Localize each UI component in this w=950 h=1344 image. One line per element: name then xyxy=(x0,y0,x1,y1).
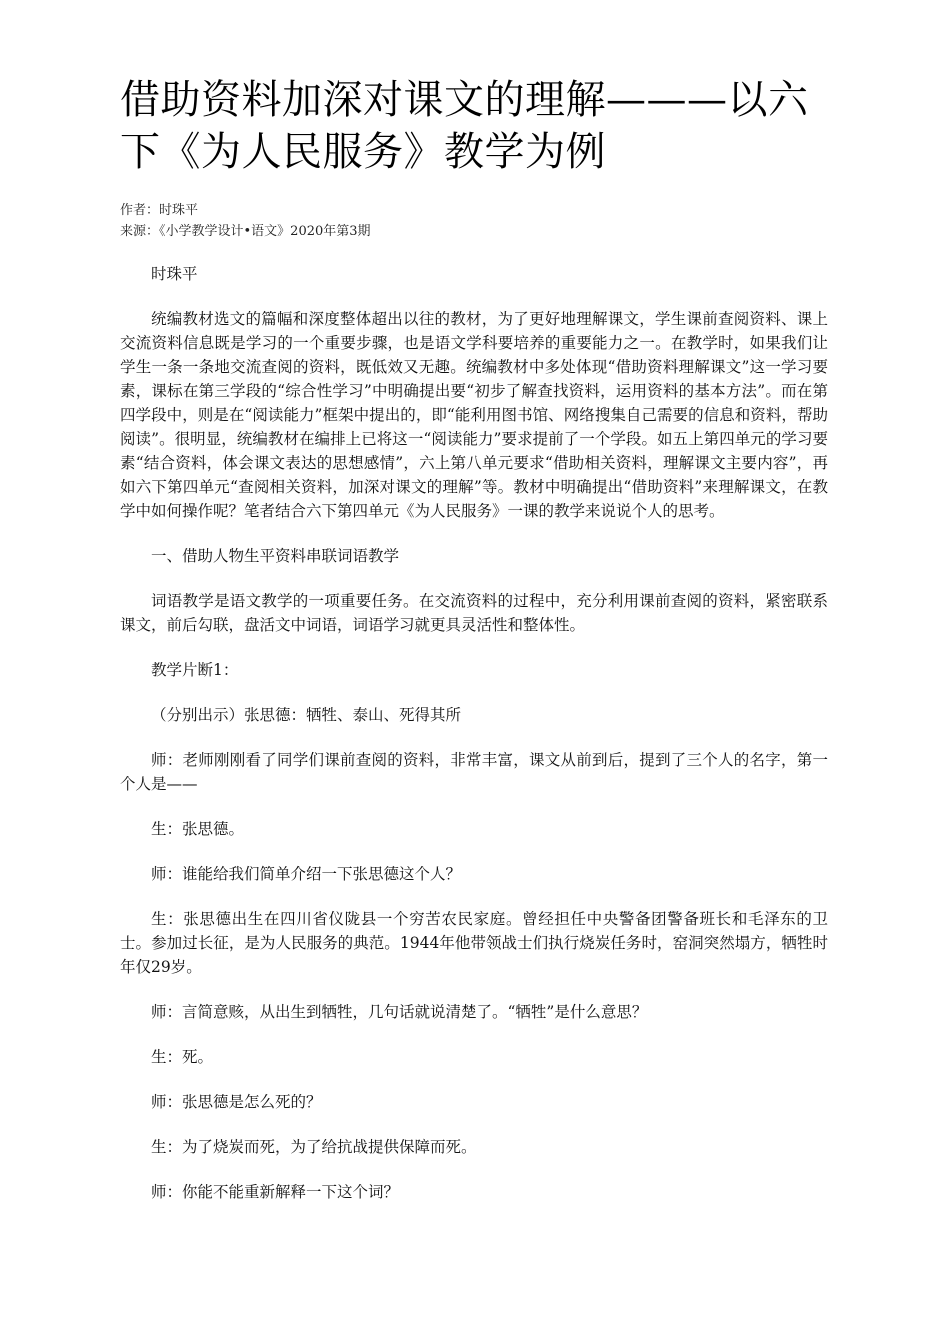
source-line: 来源：《小学教学设计•语文》2020年第3期 xyxy=(120,224,371,239)
author-name-paragraph: 时珠平 xyxy=(151,265,198,283)
intro-paragraph: 统编教材选文的篇幅和深度整体超出以往的教材，为了更好地理解课文，学生课前查阅资料、课上交流资料信息既是学习的一个重要步骤，也是语文学科要培养的重要能力之一。在教学时，如果我们让学生一条一条地交流查阅的资料，既低效又无趣。统编教材中多处体现“借助资料理解课文”这一学习要素，课标在第三学段的“综合性学习”中明确提出要“初步了解查找资料，运用资料的基本方法”。而在第四学段中，则是在“阅读能力”框架中提出的，即“能利用图书馆、网络搜集自己需要的信息和资料，帮助阅读”。很明显，统编教材在编排上已将这一“阅读能力”要求提前了一个学段。如五上第四单元的学习要素“结合资料，体会课文表达的思想感情”，六上第八单元要求“借助相关资料，理解课文主要内容”，再如六下第四单元“查阅相关资料，加深对课文的理解”等。教材中明确提出“借助资料”来理解课文，在教学中如何操作呢？笔者结合六下第四单元《为人民服务》一课的教学来说说个人的思考。 xyxy=(120,310,828,520)
dialogue-line: 生：为了烧炭而死，为了给抗战提供保障而死。 xyxy=(151,1138,477,1156)
dialogue-line: 生：张思德。 xyxy=(151,820,245,838)
dialogue-line: 师：老师刚刚看了同学们课前查阅的资料，非常丰富，课文从前到后，提到了三个人的名字，第一个人是—— xyxy=(120,751,828,793)
dialogue-line: 师：张思德是怎么死的？ xyxy=(151,1093,322,1111)
article-meta xyxy=(120,200,371,242)
author-line: 作者：时珠平 xyxy=(120,203,199,218)
excerpt-label: 教学片断1： xyxy=(151,661,239,679)
dialogue-line: 师：你能不能重新解释一下这个词？ xyxy=(151,1183,400,1201)
excerpt-prompt: （分别出示）张思德：牺牲、泰山、死得其所 xyxy=(151,706,462,724)
dialogue-line: 生：死。 xyxy=(151,1048,214,1066)
body-paragraph: 词语教学是语文教学的一项重要任务。在交流资料的过程中，充分利用课前查阅的资料，紧密联系课文，前后勾联，盘活文中词语，词语学习就更具灵活性和整体性。 xyxy=(120,592,828,634)
dialogue-line: 生：张思德出生在四川省仪陇县一个穷苦农民家庭。曾经担任中央警备团警备班长和毛泽东的卫士。参加过长征，是为人民服务的典范。1944年他带领战士们执行烧炭任务时，窑洞突然塌方，牺牲时年仅29岁。 xyxy=(120,910,828,976)
dialogue-line: 师：言简意赅，从出生到牺牲，几句话就说清楚了。“牺牲”是什么意思？ xyxy=(151,1003,648,1021)
article-body xyxy=(120,262,828,1225)
dialogue-line: 师：谁能给我们简单介绍一下张思德这个人？ xyxy=(151,865,462,883)
section-heading: 一、借助人物生平资料串联词语教学 xyxy=(151,547,400,565)
article-title: 借助资料加深对课文的理解———以六下《为人民服务》教学为例 xyxy=(120,77,809,175)
